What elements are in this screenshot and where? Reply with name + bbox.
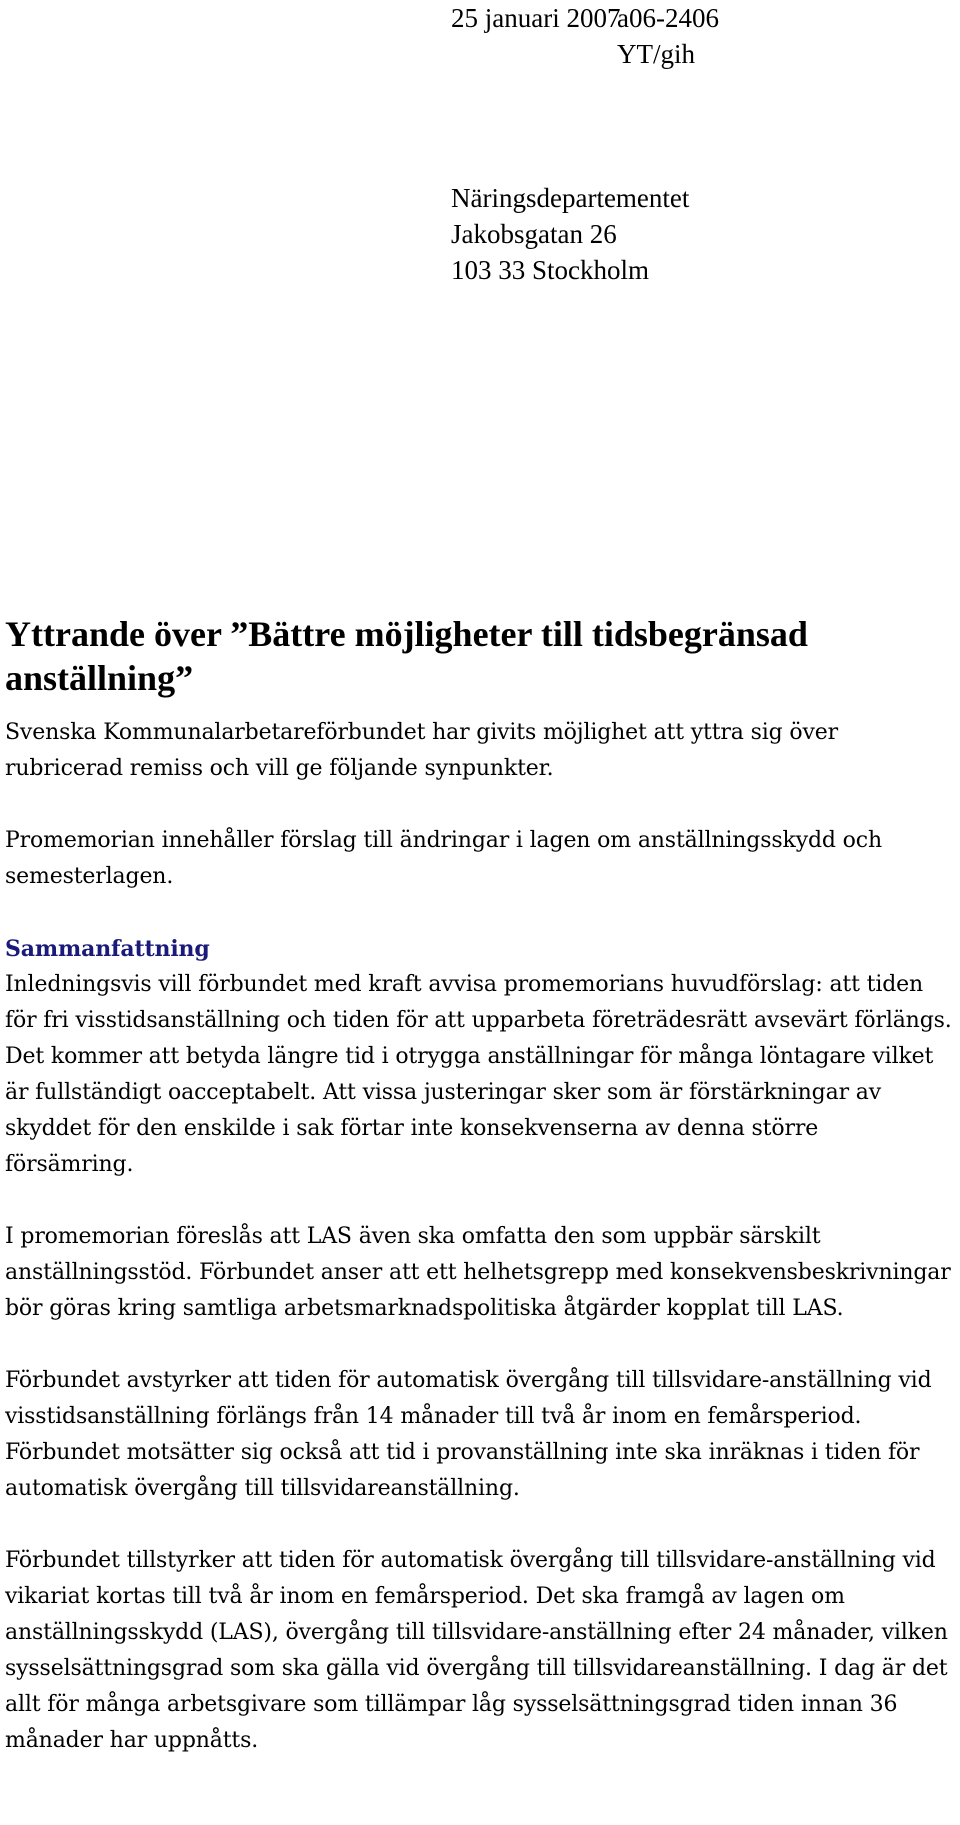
document-reference: a06-2406: [617, 3, 719, 33]
summary-paragraph: Förbundet avstyrker att tiden för automatisk övergång till tillsvidare-anställning vid visstidsanställning förlängs från 14 månader till två år inom en femårsperiod. Förbundet motsätter sig också att tid i provanställning inte ska inräknas i tiden för automatisk övergång till tillsvidareanställning.: [5, 1368, 932, 1501]
document-initials: YT/gih: [617, 39, 695, 69]
document-date: 25 januari 2007: [451, 3, 621, 33]
intro-paragraph: Svenska Kommunalarbetareförbundet har givits möjlighet att yttra sig över rubricerad remiss och vill ge följande synpunkter.: [5, 720, 839, 781]
document-title: Yttrande över ”Bättre möjligheter till tidsbegränsad anställning”: [5, 614, 808, 698]
summary-paragraph: Inledningsvis vill förbundet med kraft avvisa promemorians huvudförslag: att tiden för fri visstidsanställning och tiden för att upparbeta företrädesrätt avsevärt förlängs. Det kommer att betyda längre tid i otrygga anställningar för många löntagare vilket är fullständigt oacceptabelt. Att vissa justeringar sker som är förstärkningar av skyddet för den enskilde i sak förtar inte konsekvenserna av denna större försämring.: [5, 972, 952, 1177]
summary-heading: Sammanfattning: [5, 936, 210, 962]
recipient-street: Jakobsgatan 26: [451, 219, 617, 249]
recipient-postal: 103 33 Stockholm: [451, 255, 650, 285]
summary-paragraph: I promemorian föreslås att LAS även ska omfatta den som uppbär särskilt anställningsstöd. Förbundet anser att ett helhetsgrepp med konsekvensbeskrivningar bör göras kring samtliga arbetsmarknadspolitiska åtgärder kopplat till LAS.: [5, 1224, 951, 1321]
recipient-address: [451, 180, 689, 288]
intro-paragraph: Promemorian innehåller förslag till ändringar i lagen om anställningsskydd och semesterlagen.: [5, 828, 882, 889]
recipient-organization: Näringsdepartementet: [451, 183, 690, 213]
document-body: [5, 715, 953, 1795]
summary-paragraph: Förbundet tillstyrker att tiden för automatisk övergång till tillsvidare-anställning vid vikariat kortas till två år inom en femårsperiod. Det ska framgå av lagen om anställningsskydd (LAS), övergång till tillsvidare-anställning efter 24 månader, vilken sysselsättningsgrad som ska gälla vid övergång till tillsvidareanställning. I dag är det allt för många arbetsgivare som tillämpar låg sysselsättningsgrad tiden innan 36 månader har uppnåtts.: [5, 1548, 948, 1753]
